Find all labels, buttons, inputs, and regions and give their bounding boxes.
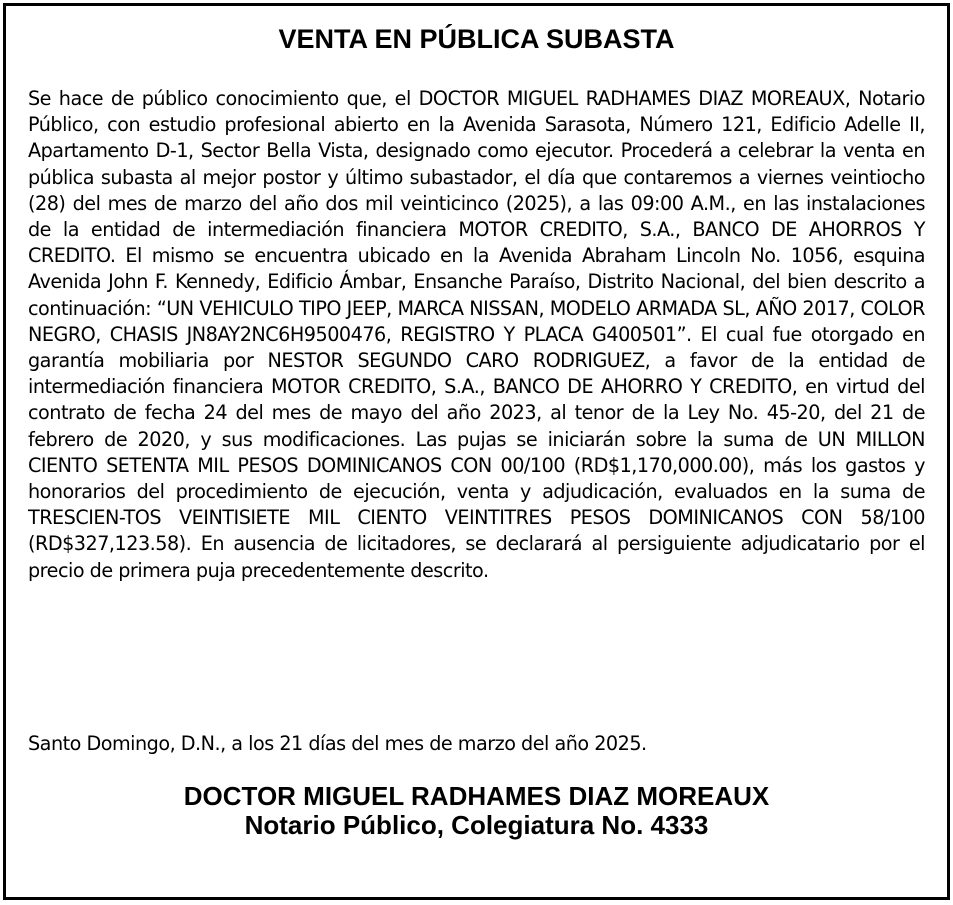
notice-body: Se hace de público conocimiento que, el DOCTOR MIGUEL RADHAMES DIAZ MOREAUX, Notario Público, con estudio profesional abierto en la Avenida Sarasota, Número 121, Edificio Adelle II, Apartamento D-1, Sector Bella Vista, designado como ejecutor. Procederá a celebrar la venta en pública subasta al mejor postor y último subastador, el día que contaremos a viernes veintiocho (28) del mes de marzo del año dos mil veinticinco (2025), a las 09:00 A.M., en las instalaciones de la entidad de intermediación financiera MOTOR CREDITO, S.A., BANCO DE AHORROS Y CREDITO. El mismo se encuentra ubicado en la Avenida Abraham Lincoln No. 1056, esquina Avenida John F. Kennedy, Edificio Ámbar, Ensanche Paraíso, Distrito Nacional, del bien descrito a continuación: “UN VEHICULO TIPO JEEP, MARCA NISSAN, MODELO ARMADA SL, AÑO 2017, COLOR NEGRO, CHASIS JN8AY2NC6H9500476, REGISTRO Y PLACA G400501”. El cual fue otorgado en garantía mobiliaria por NESTOR SEGUNDO CARO RODRIGUEZ, a favor de la entidad de intermediación financiera MOTOR CREDITO, S.A., BANCO DE AHORRO Y CREDITO, en virtud del contrato de fecha 24 del mes de mayo del año 2023, al tenor de la Ley No. 45-20, del 21 de febrero de 2020, y sus modificaciones. Las pujas se iniciarán sobre la suma de UN MILLON CIENTO SETENTA MIL PESOS DOMINICANOS CON 00/100 (RD$1,170,000.00), más los gastos y honorarios del procedimiento de ejecución, venta y adjudicación, evaluados en la suma de TRESCIEN-TOS VEINTISIETE MIL CIENTO VEINTITRES PESOS DOMINICANOS CON 58/100 (RD$327,123.58). En ausencia de licitadores, se declarará al persiguiente adjudicatario por el precio de primera puja precedentemente descrito. xyxy=(28,87,925,582)
signature-block xyxy=(6,782,947,840)
notice-date-line: Santo Domingo, D.N., a los 21 días del mes de marzo del año 2025. xyxy=(28,732,647,755)
legal-notice xyxy=(3,3,950,900)
signature-title: Notario Público, Colegiatura No. 4333 xyxy=(244,810,709,840)
signature-name: DOCTOR MIGUEL RADHAMES DIAZ MOREAUX xyxy=(183,781,770,811)
notice-title: VENTA EN PÚBLICA SUBASTA xyxy=(278,24,675,54)
